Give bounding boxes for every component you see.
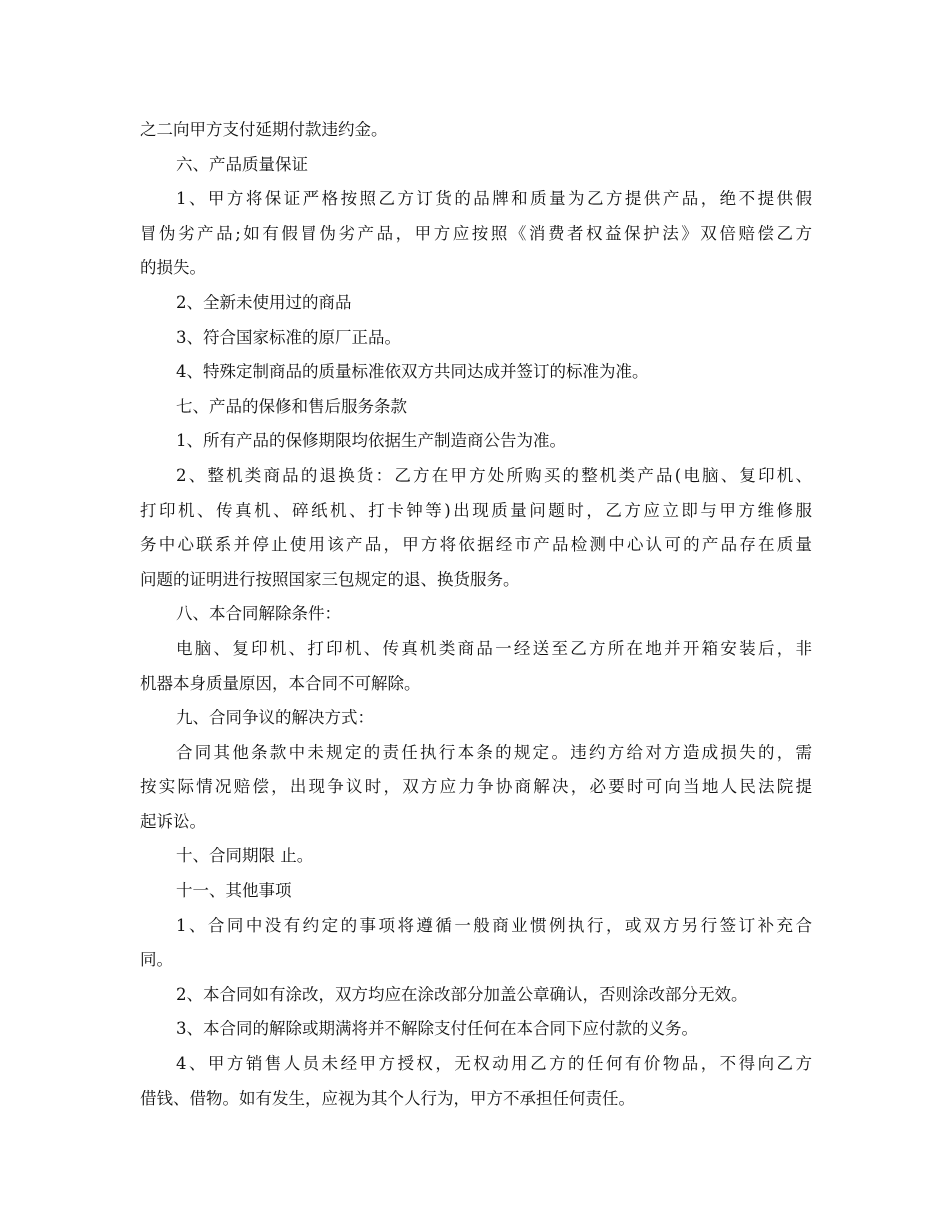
text-line: 问题的证明进行按照国家三包规定的退、换货服务。 — [140, 569, 520, 589]
text-line: 3、符合国家标准的原厂正品。 — [176, 327, 401, 347]
text-line: 打印机、传真机、碎纸机、打卡钟等)出现质量问题时，乙方应立即与甲方维修服 — [140, 500, 812, 520]
text-line: 的损失。 — [140, 258, 206, 278]
text-line: 1、甲方将保证严格按照乙方订货的品牌和质量为乙方提供产品，绝不提供假 — [176, 189, 812, 209]
text-line: 同。 — [140, 950, 173, 970]
text-line: 2、本合同如有涂改，双方均应在涂改部分加盖公章确认，否则涂改部分无效。 — [176, 984, 748, 1004]
text-line: 起诉讼。 — [140, 811, 206, 831]
text-line: 2、全新未使用过的商品 — [176, 292, 352, 312]
section-heading: 六、产品质量保证 — [176, 154, 308, 174]
text-line: 务中心联系并停止使用该产品，甲方将依据经市产品检测中心认可的产品存在质量 — [140, 535, 812, 555]
text-line: 2、整机类商品的退换货：乙方在甲方处所购买的整机类产品(电脑、复印机、 — [176, 465, 812, 485]
text-line: 合同其他条款中未规定的责任执行本条的规定。违约方给对方造成损失的，需 — [176, 742, 812, 762]
text-line: 冒伪劣产品;如有假冒伪劣产品，甲方应按照《消费者权益保护法》双倍赔偿乙方 — [140, 223, 812, 243]
text-line: 1、所有产品的保修期限均依据生产制造商公告为准。 — [176, 431, 566, 451]
section-heading: 八、本合同解除条件： — [176, 604, 341, 624]
text-line: 4、甲方销售人员未经甲方授权，无权动用乙方的任何有价物品，不得向乙方 — [176, 1054, 812, 1074]
text-line: 之二向甲方支付延期付款违约金。 — [140, 120, 388, 139]
text-line: 机器本身质量原因，本合同不可解除。 — [140, 673, 421, 693]
section-heading: 十、合同期限 止。 — [176, 846, 314, 866]
text-line: 借钱、借物。如有发生，应视为其个人行为，甲方不承担任何责任。 — [140, 1088, 635, 1108]
section-heading: 七、产品的保修和售后服务条款 — [176, 396, 407, 416]
text-line: 1、合同中没有约定的事项将遵循一般商业惯例执行，或双方另行签订补充合 — [176, 915, 812, 935]
text-line: 3、本合同的解除或期满将并不解除支付任何在本合同下应付款的义务。 — [176, 1019, 698, 1039]
text-line: 电脑、复印机、打印机、传真机类商品一经送至乙方所在地并开箱安装后，非 — [176, 638, 812, 658]
document-body — [140, 113, 812, 1116]
section-heading: 十一、其他事项 — [176, 881, 292, 901]
section-heading: 九、合同争议的解决方式： — [176, 708, 374, 728]
text-line: 4、特殊定制商品的质量标准依双方共同达成并签订的标准为准。 — [176, 362, 649, 382]
text-line: 按实际情况赔偿，出现争议时，双方应力争协商解决，必要时可向当地人民法院提 — [140, 777, 812, 797]
